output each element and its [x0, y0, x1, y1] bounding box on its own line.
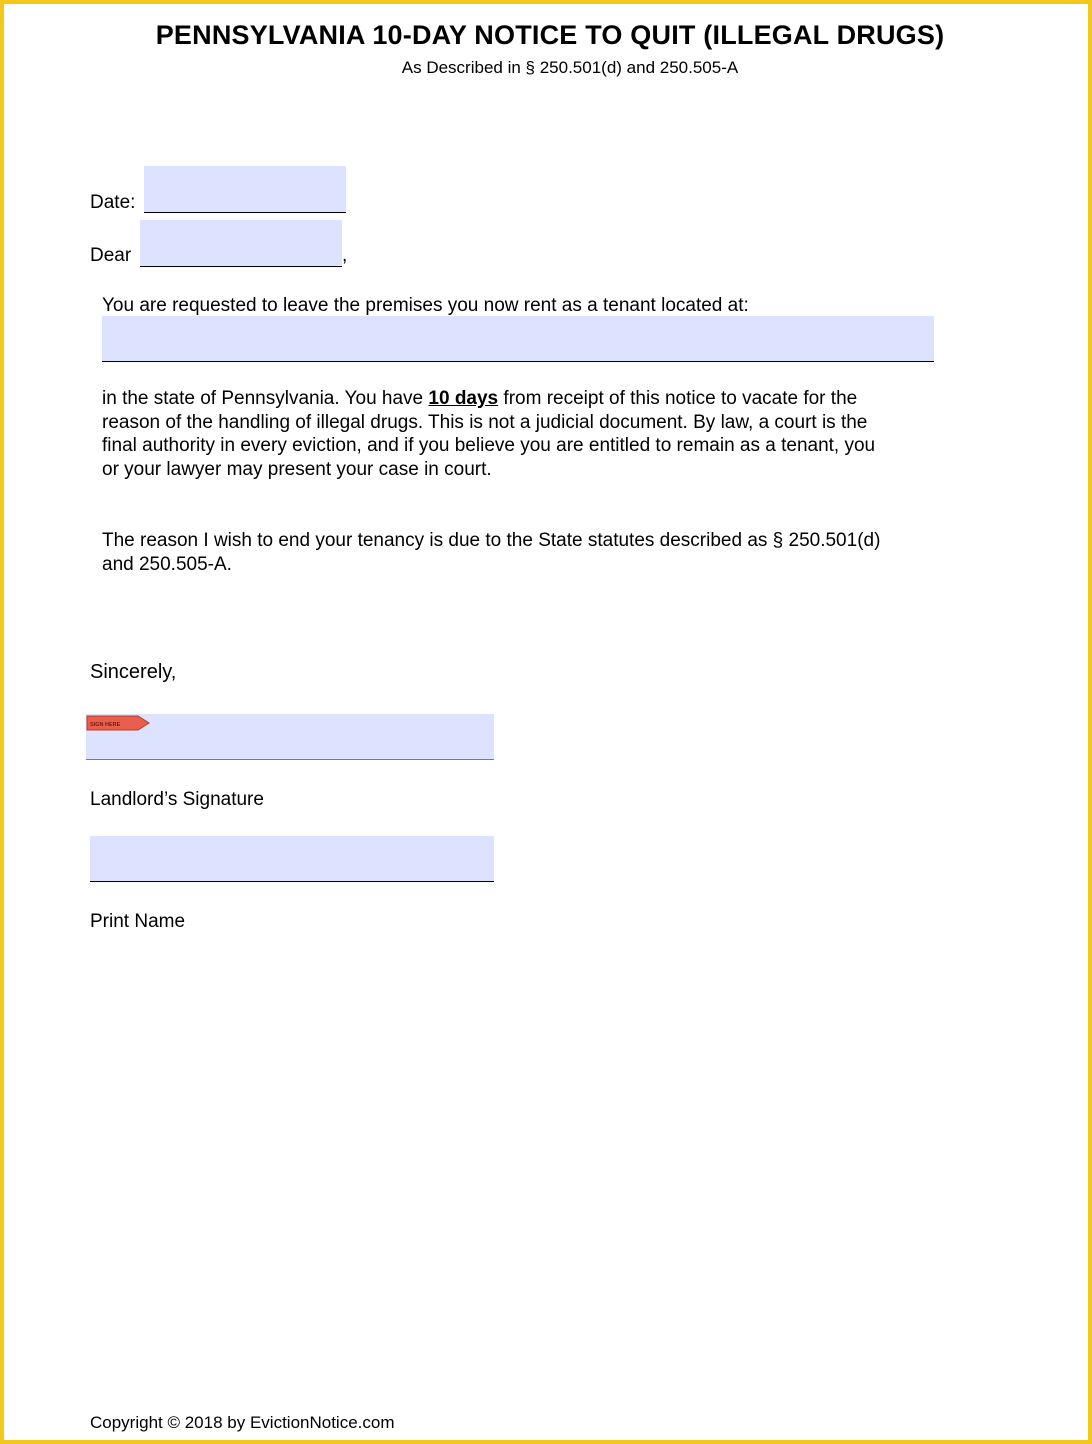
ten-days-emphasis: 10 days: [428, 388, 499, 409]
recipient-name-field[interactable]: [140, 220, 342, 267]
document-title: PENNSYLVANIA 10-DAY NOTICE TO QUIT (ILLEGAL DRUGS): [155, 20, 945, 50]
date-label: Date:: [90, 192, 136, 213]
para1-line1-after: from receipt of this notice to vacate for the: [498, 388, 858, 409]
copyright-footer: Copyright © 2018 by EvictionNotice.com: [90, 1413, 395, 1432]
request-line: You are requested to leave the premises you now rent as a tenant located at:: [102, 295, 749, 316]
reason-paragraph: [102, 529, 962, 576]
print-name-field[interactable]: [90, 836, 494, 882]
notice-paragraph-line-2: reason of the handling of illegal drugs. This is not a judicial document. By law, a court is the: [102, 411, 868, 433]
dear-comma: ,: [342, 245, 348, 266]
notice-paragraph-line-3: final authority in every eviction, and if you believe you are entitled to remain as a tenant, you: [102, 435, 876, 456]
sincerely-label: Sincerely,: [90, 661, 177, 683]
para1-before: in the state of Pennsylvania. You have: [102, 388, 429, 409]
sign-here-tag-text: SIGN HERE: [90, 722, 121, 728]
document-subtitle: As Described in § 250.501(d) and 250.505-A: [401, 58, 739, 77]
notice-paragraph-line-1: [102, 387, 962, 411]
reason-paragraph-line-1: The reason I wish to end your tenancy is due to the State statutes described as § 250.501(d): [102, 530, 881, 551]
notice-paragraph: [102, 387, 962, 481]
reason-paragraph-line-2: and 250.505-A.: [102, 553, 232, 575]
landlord-signature-label: Landlord’s Signature: [90, 789, 264, 810]
premises-address-field[interactable]: [102, 316, 934, 362]
print-name-label: Print Name: [90, 911, 186, 932]
dear-label: Dear: [90, 245, 132, 266]
date-field[interactable]: [144, 166, 346, 213]
notice-paragraph-line-4: or your lawyer may present your case in court.: [102, 458, 492, 480]
sign-here-tag-icon[interactable]: [86, 715, 150, 731]
